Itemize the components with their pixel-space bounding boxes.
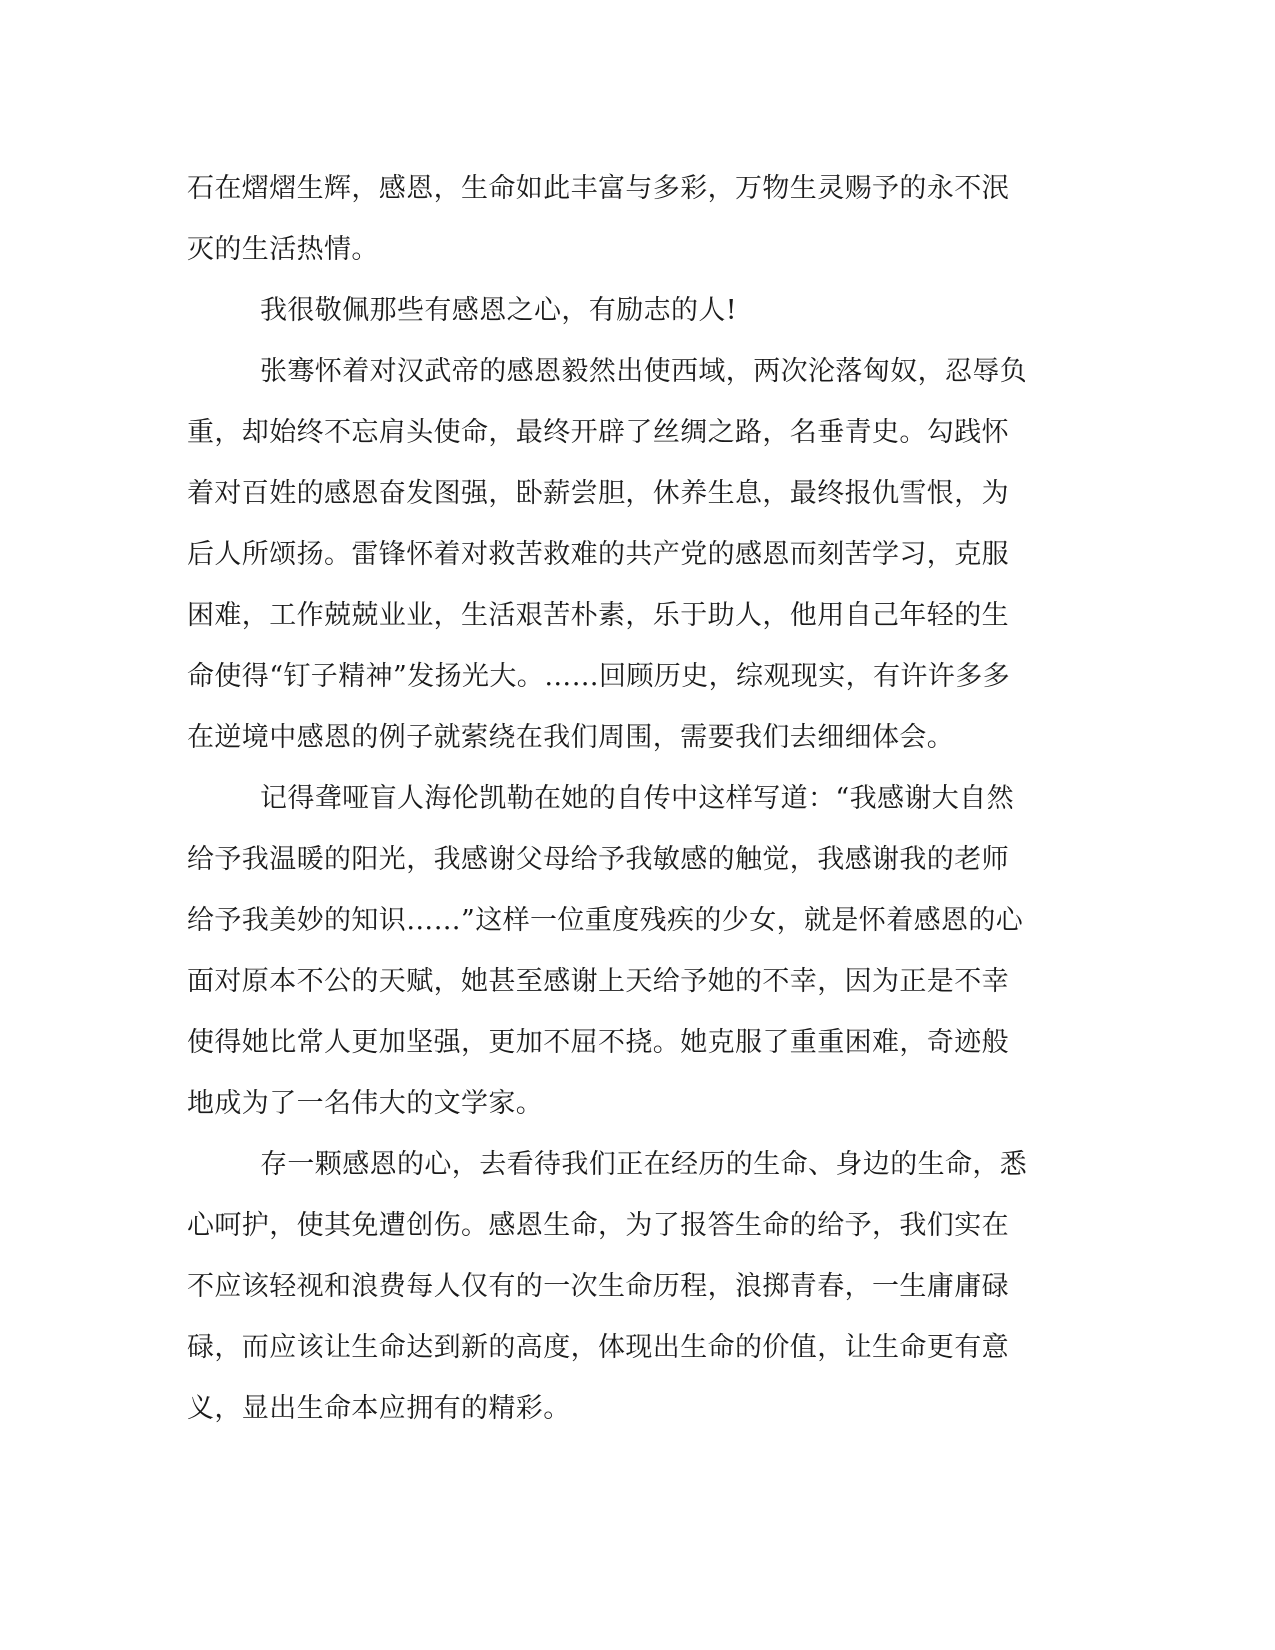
- text-line: 后人所颂扬。雷锋怀着对救苦救难的共产党的感恩而刻苦学习，克服: [187, 539, 1009, 570]
- text-line: 不应该轻视和浪费每人仅有的一次生命历程，浪掷青春，一生庸庸碌: [187, 1271, 1009, 1302]
- text-line: 面对原本不公的天赋，她甚至感谢上天给予她的不幸，因为正是不幸: [187, 966, 1009, 997]
- paragraph-start-line: 张骞怀着对汉武帝的感恩毅然出使西域，两次沦落匈奴，忍辱负: [260, 356, 1028, 387]
- text-line: 使得她比常人更加坚强，更加不屈不挠。她克服了重重困难，奇迹般: [187, 1027, 1009, 1058]
- text-line: 石在熠熠生辉，感恩，生命如此丰富与多彩，万物生灵赐予的永不泯: [187, 173, 1009, 204]
- text-line: 困难，工作兢兢业业，生活艰苦朴素，乐于助人，他用自己年轻的生: [187, 600, 1009, 631]
- text-line: 灭的生活热情。: [187, 234, 379, 265]
- paragraph-start-line: 记得聋哑盲人海伦凯勒在她的自传中这样写道：“我感谢大自然: [260, 783, 1015, 814]
- paragraph-start-line: 存一颗感恩的心，去看待我们正在经历的生命、身边的生命，悉: [260, 1149, 1028, 1180]
- text-line: 给予我美妙的知识……”这样一位重度残疾的少女，就是怀着感恩的心: [187, 905, 1024, 936]
- text-line: 地成为了一名伟大的文学家。: [187, 1088, 544, 1119]
- document-body: [187, 158, 1067, 1439]
- text-line: 心呵护，使其免遭创伤。感恩生命，为了报答生命的给予，我们实在: [187, 1210, 1009, 1241]
- paragraph-start-line: 我很敬佩那些有感恩之心，有励志的人!: [260, 295, 738, 326]
- text-line: 义，显出生命本应拥有的精彩。: [187, 1393, 571, 1424]
- text-line: 重，却始终不忘肩头使命，最终开辟了丝绸之路，名垂青史。勾践怀: [187, 417, 1009, 448]
- text-line: 碌，而应该让生命达到新的高度，体现出生命的价值，让生命更有意: [187, 1332, 1009, 1363]
- text-line: 给予我温暖的阳光，我感谢父母给予我敏感的触觉，我感谢我的老师: [187, 844, 1009, 875]
- text-line: 着对百姓的感恩奋发图强，卧薪尝胆，休养生息，最终报仇雪恨，为: [187, 478, 1009, 509]
- text-line: 命使得“钉子精神”发扬光大。……回顾历史，综观现实，有许许多多: [187, 661, 1011, 692]
- text-line: 在逆境中感恩的例子就萦绕在我们周围，需要我们去细细体会。: [187, 722, 955, 753]
